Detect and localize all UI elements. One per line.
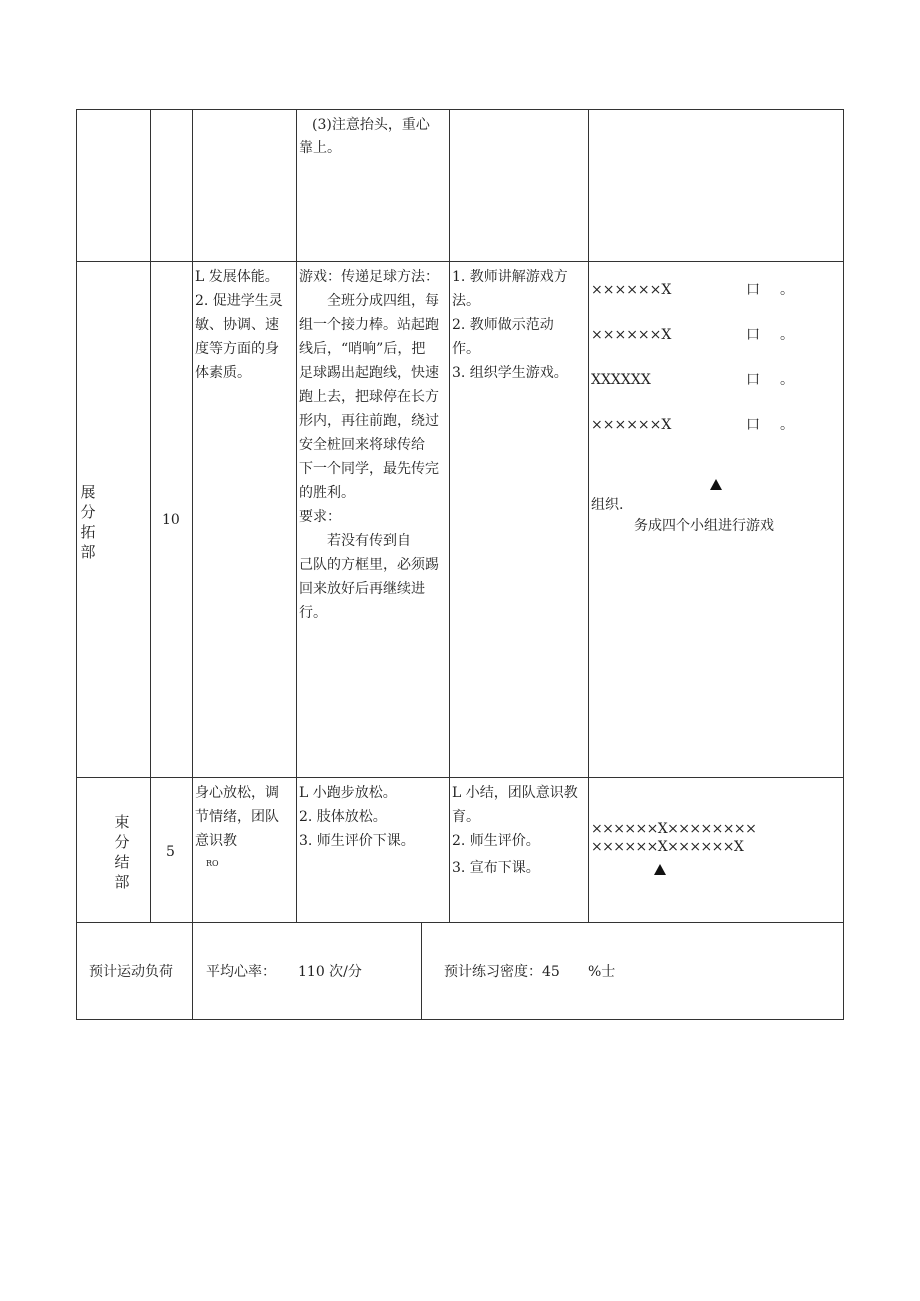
row3-content-line-3: 3. 师生评价下课。 [299, 833, 415, 849]
row2-time: 10 [162, 512, 180, 528]
row3-teacher-line-1: L 小结，团队意识教 [452, 785, 578, 801]
row3-goal-line-2: 节情绪，团队 [195, 809, 279, 825]
org-row-3-box: 口 [746, 372, 760, 388]
row2-content-line-9: 下一个同学，最先传完 [299, 461, 439, 477]
row2-content-line-7: 形内，再往前跑，绕过 [299, 413, 439, 429]
org-row-1-box: 口 [746, 282, 760, 298]
row2-content-line-14: 回来放好后再继续进 [299, 581, 425, 597]
org-row-1-marker: 。 [780, 282, 794, 298]
row2-teacher-line-5: 3. 组织学生游戏。 [452, 365, 568, 381]
row3-content-line-2: 2. 肢体放松。 [299, 809, 387, 825]
org-row-1-players: ××××××X [591, 282, 672, 298]
org-row-3-players: XXXXXX [591, 372, 651, 388]
row3-time: 5 [166, 844, 175, 860]
row2-content-line-3: 组一个接力棒。站起跑 [299, 317, 439, 333]
row2-content-line-8: 安全桩回来将球传给 [299, 437, 425, 453]
row3-goal-line-1: 身心放松，调 [195, 785, 279, 801]
row2-content-line-10: 的胜利。 [299, 485, 355, 501]
org-row-2-marker: 。 [780, 327, 794, 343]
footer-divider [421, 922, 422, 1020]
density-label: 预计练习密度：45 [444, 964, 560, 980]
row2-content-line-1: 游戏：传递足球方法： [299, 269, 439, 285]
row1-content-line-1: (3)注意抬头，重心 [312, 117, 430, 133]
density-suffix: %士 [588, 964, 616, 980]
row2-content-line-4: 线后，“哨响”后，把 [299, 341, 426, 357]
row2-teacher-line-4: 作。 [452, 341, 480, 357]
row2-goal-line-2: 2. 促进学生灵 [195, 293, 283, 309]
row2-goal-line-1: L 发展体能。 [195, 269, 279, 285]
col-divider-1 [150, 109, 151, 923]
row2-goal-line-4: 度等方面的身 [195, 341, 279, 357]
row2-goal-line-5: 体素质。 [195, 365, 251, 381]
row2-teacher-line-2: 法。 [452, 293, 480, 309]
col-divider-3 [296, 109, 297, 923]
row2-content-line-13: 己队的方框里，必须踢 [299, 557, 439, 573]
row2-content-line-6: 跑上去，把球停在长方 [299, 389, 439, 405]
row2-teacher-line-1: 1. 教师讲解游戏方 [452, 269, 568, 285]
teacher-position-triangle-icon [710, 479, 722, 490]
row2-teacher-line-3: 2. 教师做示范动 [452, 317, 554, 333]
heart-rate-label: 平均心率： [206, 964, 276, 980]
org-row-4-box: 口 [746, 417, 760, 433]
org-note: 务成四个小组进行游戏 [634, 518, 774, 534]
table-border-left [76, 109, 77, 1020]
row2-content-line-12: 若没有传到自 [299, 533, 411, 549]
row2-content-line-2: 全班分成四组，每 [299, 293, 439, 309]
row2-content-line-15: 行。 [299, 605, 327, 621]
row3-content-line-1: L 小跑步放松。 [299, 785, 397, 801]
org-label: 组织. [591, 497, 624, 513]
row3-section-label: 束 分 结 部 [114, 813, 130, 891]
load-label: 预计运动负荷 [89, 964, 173, 980]
org-row-2-box: 口 [746, 327, 760, 343]
row3-org-line-1: ××××××X×××××××× [591, 821, 757, 837]
heart-rate-value: 110 次/分 [298, 964, 362, 980]
row2-goal-line-3: 敏、协调、速 [195, 317, 279, 333]
row2-content-line-5: 足球踢出起跑线，快速 [299, 365, 439, 381]
org-row-4-marker: 。 [780, 417, 794, 433]
teacher-position-triangle-icon [654, 864, 666, 875]
table-border-right [843, 109, 844, 1020]
row3-org-line-2: ××××××X××××××X [591, 839, 744, 855]
row3-teacher-line-2: 育。 [452, 809, 480, 825]
row2-section-label: 展 分 拓 部 [80, 483, 96, 561]
org-row-4-players: ××××××X [591, 417, 672, 433]
org-row-2-players: ××××××X [591, 327, 672, 343]
col-divider-4 [449, 109, 450, 923]
row2-content-line-11: 要求： [299, 509, 341, 525]
row3-goal-mark: RO [206, 859, 219, 868]
row3-teacher-line-4: 3. 宣布下课。 [452, 860, 540, 876]
row3-goal-line-3: 意识教 [195, 833, 237, 849]
col-divider-2 [192, 109, 193, 1020]
org-row-3-marker: 。 [780, 372, 794, 388]
row3-teacher-line-3: 2. 师生评价。 [452, 833, 540, 849]
col-divider-5 [588, 109, 589, 923]
row1-content-line-2: 靠上。 [299, 140, 341, 156]
